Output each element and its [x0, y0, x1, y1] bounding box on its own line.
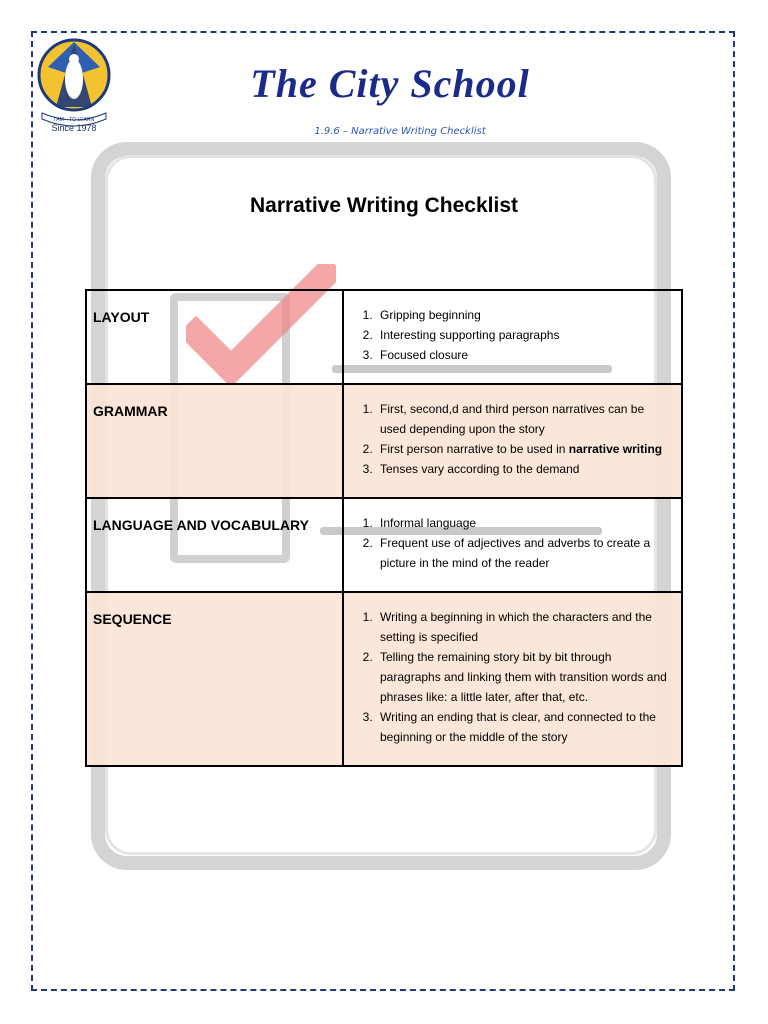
document-subtitle: 1.9.6 – Narrative Writing Checklist [314, 126, 486, 137]
category-label: LAYOUT [86, 290, 343, 384]
list-item: 1. Informal language [376, 513, 671, 533]
list-item-text: First person narrative to be used in [380, 442, 569, 456]
list-item: 2. Frequent use of adjectives and adverbs to create a picture in the mind of the reader [376, 533, 671, 573]
list-item: 1. Writing a beginning in which the characters and the setting is specified [376, 607, 671, 647]
checklist-table [85, 289, 683, 767]
table-row [86, 498, 682, 592]
checklist-title: Narrative Writing Checklist [249, 194, 519, 217]
table-row [86, 384, 682, 498]
table-row [86, 592, 682, 766]
list-item: 3. Tenses vary according to the demand [376, 459, 671, 479]
logo-since-text: Since 1978 [51, 123, 97, 133]
category-label: LANGUAGE AND VOCABULARY [86, 498, 343, 592]
list-item: 3. Writing an ending that is clear, and connected to the beginning or the middle of the story [376, 707, 671, 747]
list-item: 3. Focused closure [376, 345, 671, 365]
list-item: 1. Gripping beginning [376, 305, 671, 325]
category-items [343, 498, 682, 592]
category-items [343, 592, 682, 766]
category-label: SEQUENCE [86, 592, 343, 766]
list-item [376, 439, 671, 459]
category-items [343, 290, 682, 384]
school-logo [36, 37, 116, 137]
list-item: 2. Interesting supporting paragraphs [376, 325, 671, 345]
list-item: 1. First, second,d and third person narratives can be used depending upon the story [376, 399, 671, 439]
logo-motto: I AM – TO LEARN [53, 117, 95, 123]
category-label: GRAMMAR [86, 384, 343, 498]
bold-phrase: narrative writing [568, 442, 663, 456]
list-item: 2. Telling the remaining story bit by bit through paragraphs and linking them with transition words and phrases like: a little later, after that, etc. [376, 647, 671, 707]
category-items [343, 384, 682, 498]
table-row [86, 290, 682, 384]
school-title: The City School [250, 61, 530, 106]
